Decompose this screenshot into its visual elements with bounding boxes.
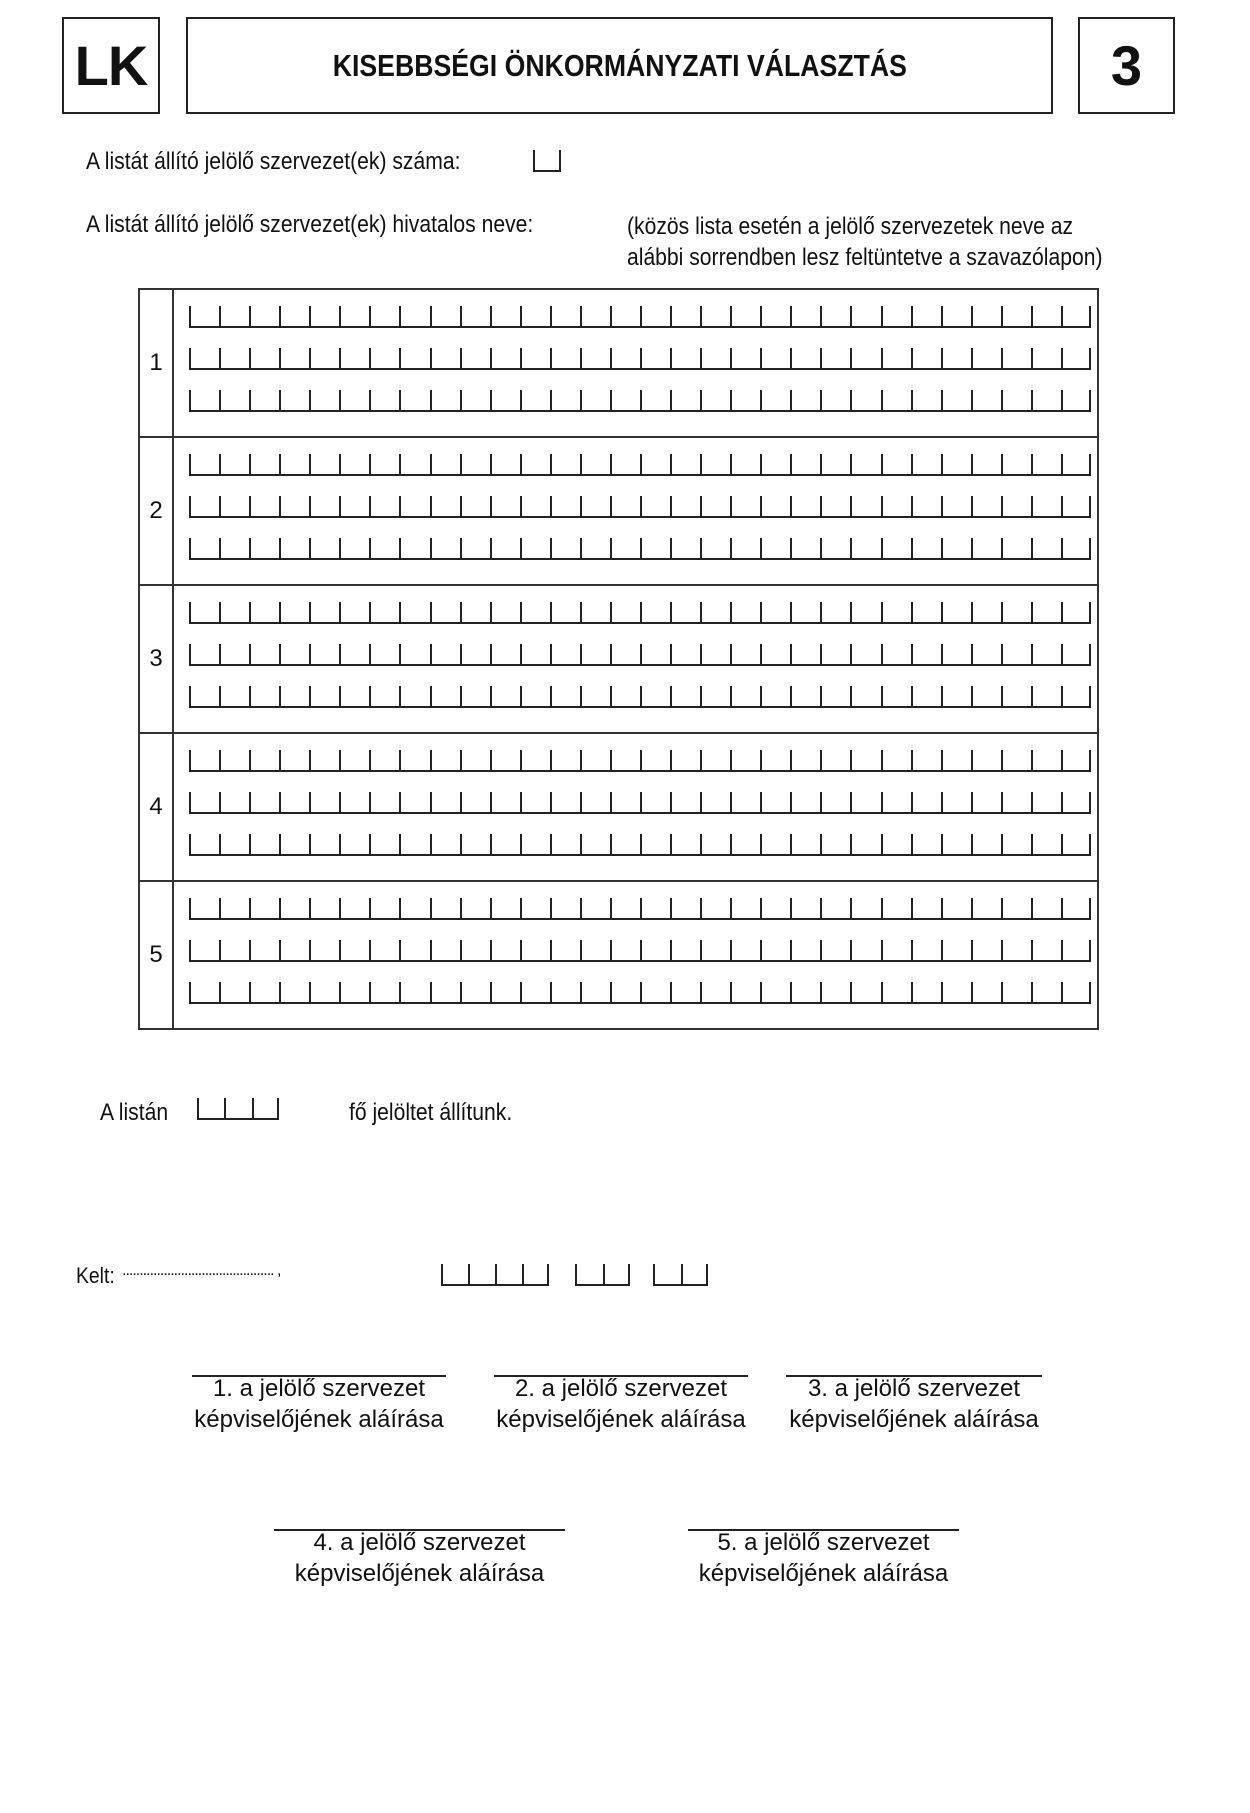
- row-number: 5: [139, 881, 173, 1029]
- date-year-input[interactable]: [441, 1266, 549, 1286]
- organization-row: [139, 585, 1098, 733]
- row-number: 1: [139, 289, 173, 437]
- char-input-row[interactable]: [189, 984, 1091, 1004]
- row-number: 4: [139, 733, 173, 881]
- char-input-row[interactable]: [189, 604, 1091, 624]
- candidates-suffix: fő jelöltet állítunk.: [349, 1099, 513, 1126]
- organization-row: [139, 289, 1098, 437]
- page-title: KISEBBSÉGI ÖNKORMÁNYZATI VÁLASZTÁS: [332, 47, 907, 83]
- organization-name-grid: [138, 288, 1099, 1030]
- char-input-row[interactable]: [189, 540, 1091, 560]
- char-input-row[interactable]: [189, 794, 1091, 814]
- organization-name-cells: [173, 585, 1098, 733]
- signature-label-5: 5. a jelölő szervezet képviselőjének aláírása: [698, 1529, 949, 1587]
- char-input-row[interactable]: [189, 900, 1091, 920]
- date-label: Kelt:: [76, 1263, 115, 1288]
- char-input-row[interactable]: [189, 456, 1091, 476]
- row-number: 2: [139, 437, 173, 585]
- signature-label-1: 1. a jelölő szervezet képviselőjének aláírása: [194, 1375, 444, 1433]
- organization-name-cells: [173, 733, 1098, 881]
- candidate-count-input[interactable]: [197, 1100, 279, 1120]
- title-box: [186, 17, 1053, 114]
- char-input-row[interactable]: [189, 836, 1091, 856]
- org-count-input[interactable]: [533, 152, 561, 172]
- date-place-line[interactable]: ............................................ ,: [122, 1262, 281, 1279]
- org-count-label: A listát állító jelölő szervezet(ek) száma:: [86, 148, 461, 175]
- organization-name-cells: [173, 437, 1098, 585]
- org-name-label: A listát állító jelölő szervezet(ek) hivatalos neve:: [86, 211, 534, 238]
- char-input-row[interactable]: [189, 498, 1091, 518]
- organization-row: [139, 437, 1098, 585]
- form-number: 3: [1110, 34, 1143, 97]
- organization-row: [139, 881, 1098, 1029]
- organization-name-cells: [173, 881, 1098, 1029]
- char-input-row[interactable]: [189, 350, 1091, 370]
- char-input-row[interactable]: [189, 688, 1091, 708]
- char-input-row[interactable]: [189, 646, 1091, 666]
- row-number: 3: [139, 585, 173, 733]
- form-code: LK: [74, 34, 148, 97]
- signature-label-2: 2. a jelölő szervezet képviselőjének aláírása: [496, 1375, 746, 1433]
- form-number-box: [1078, 17, 1175, 114]
- char-input-row[interactable]: [189, 392, 1091, 412]
- signature-label-4: 4. a jelölő szervezet képviselőjének aláírása: [294, 1529, 545, 1587]
- candidates-prefix: A listán: [100, 1099, 169, 1126]
- date-day-input[interactable]: [653, 1266, 708, 1286]
- date-month-input[interactable]: [575, 1266, 630, 1286]
- char-input-row[interactable]: [189, 752, 1091, 772]
- form-code-box: [62, 17, 160, 114]
- org-name-note: (közös lista esetén a jelölő szervezetek neve az alábbi sorrendben lesz feltüntetve a szavazólapon): [627, 213, 1103, 271]
- organization-name-cells: [173, 289, 1098, 437]
- char-input-row[interactable]: [189, 308, 1091, 328]
- organization-row: [139, 733, 1098, 881]
- signature-label-3: 3. a jelölő szervezet képviselőjének aláírása: [789, 1375, 1039, 1433]
- char-input-row[interactable]: [189, 942, 1091, 962]
